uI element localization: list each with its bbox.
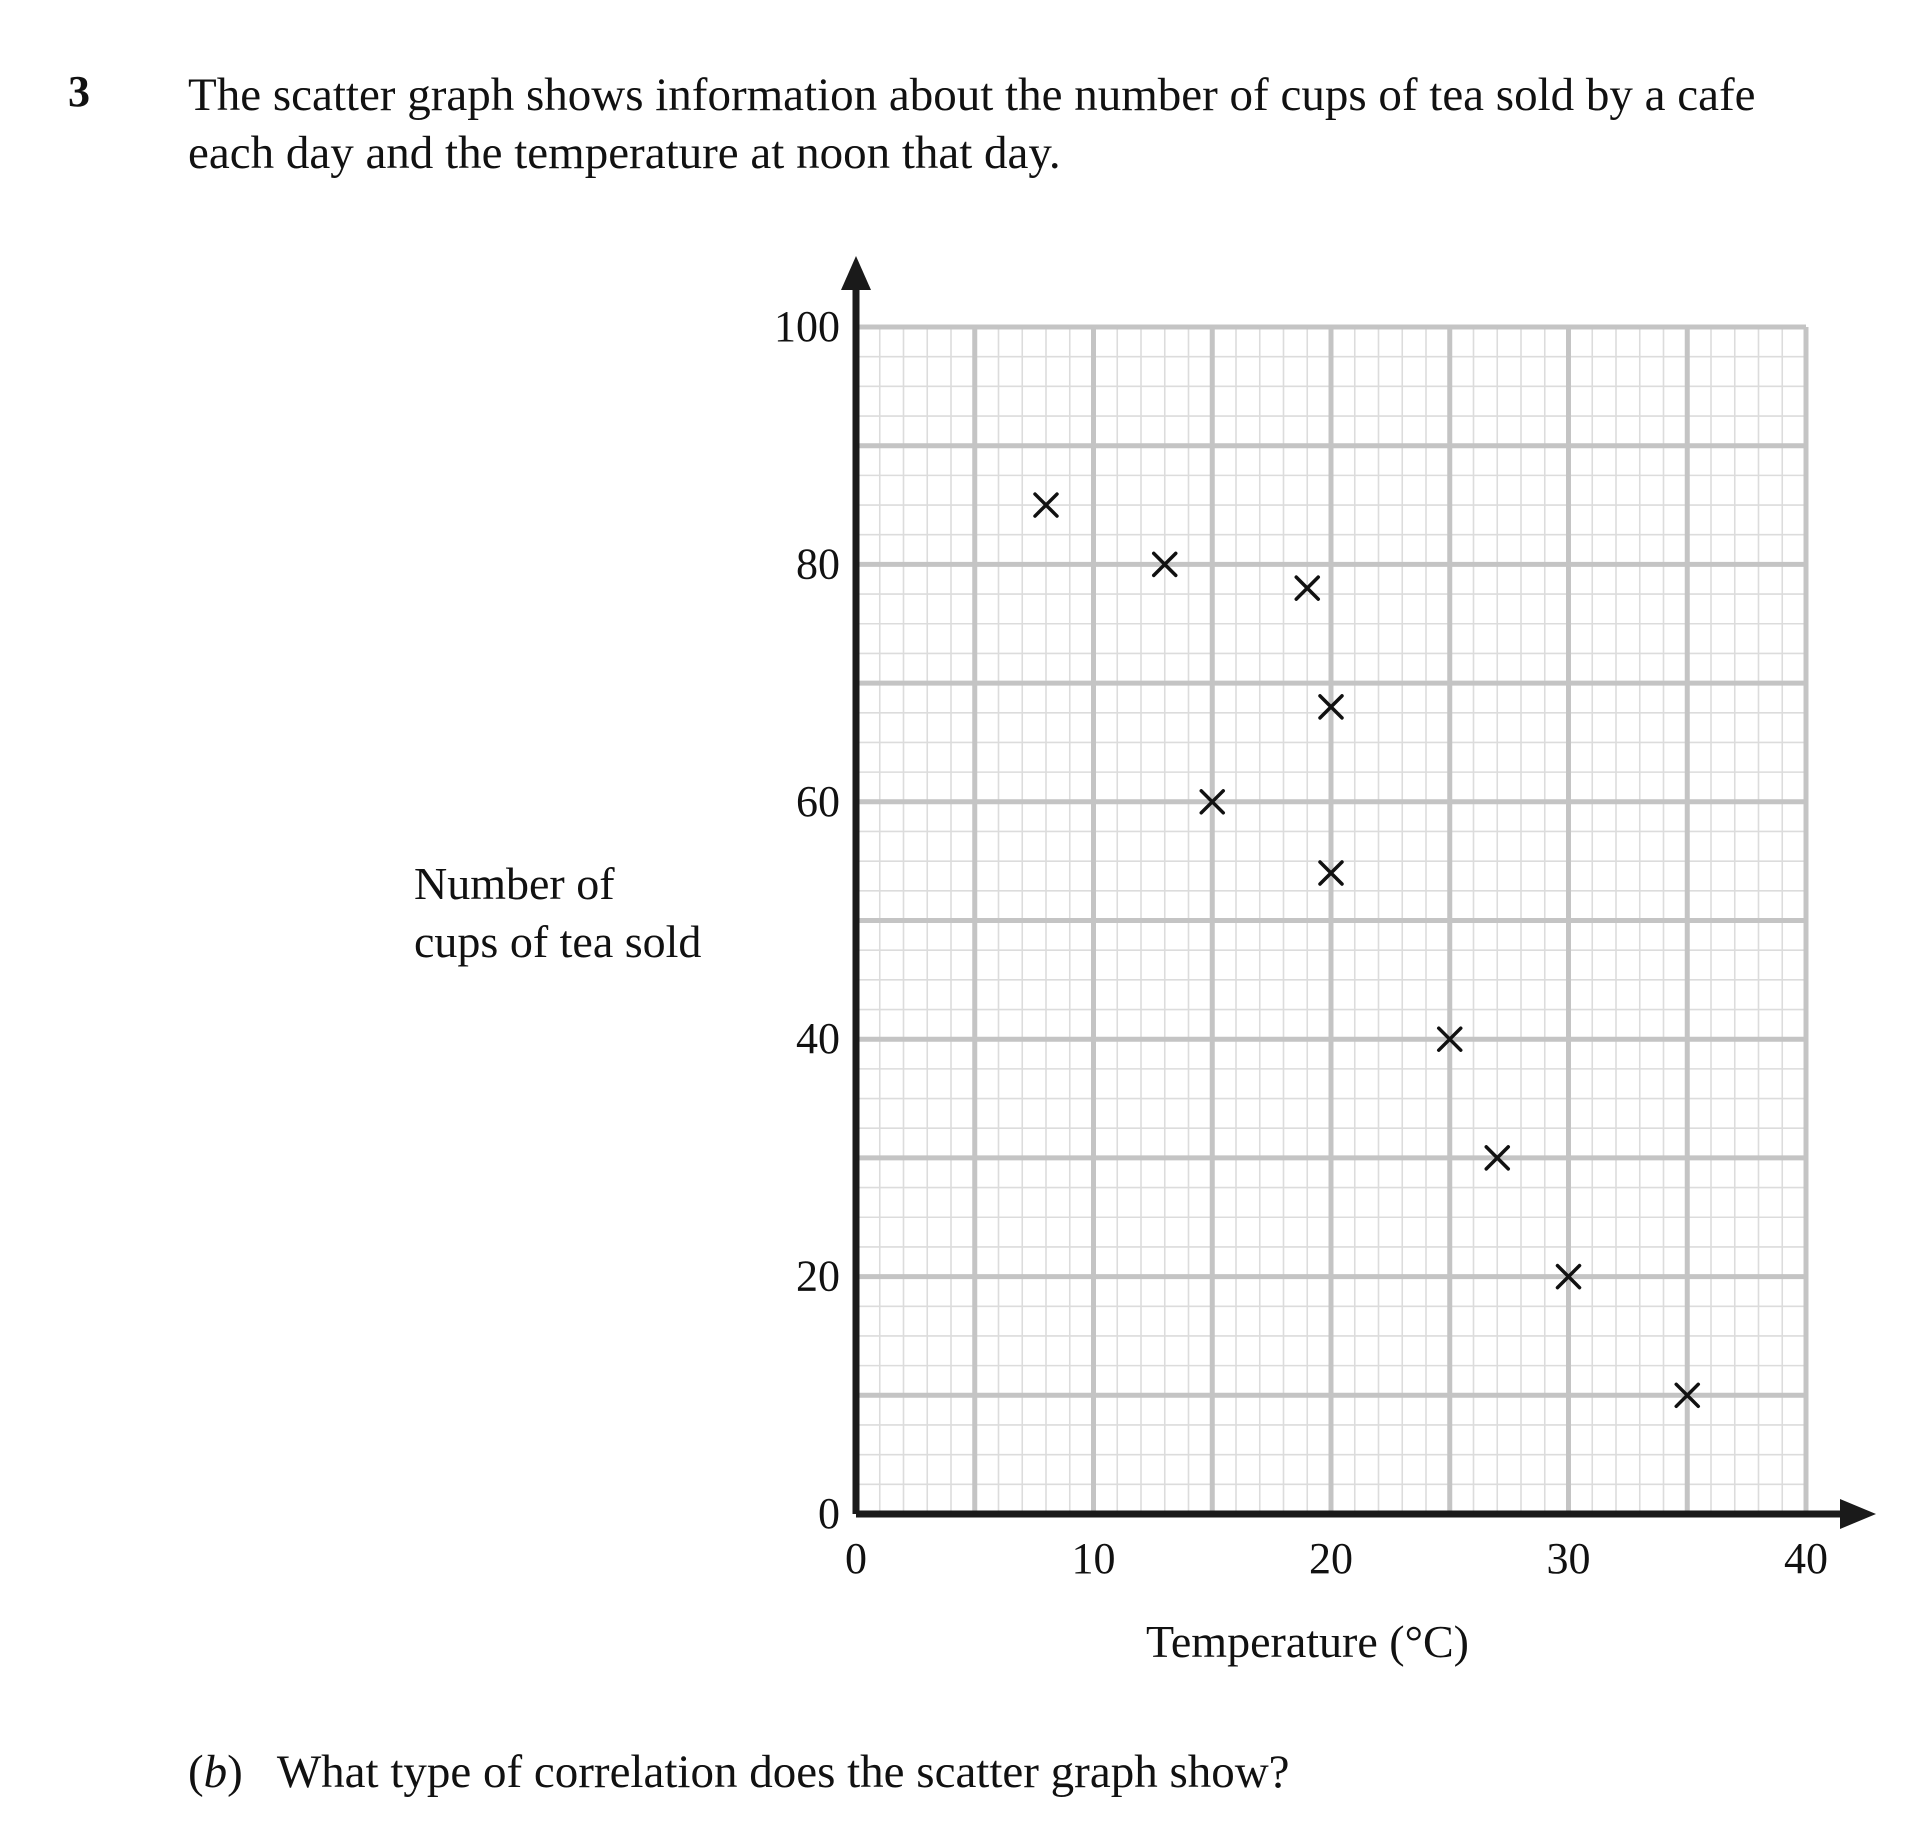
question-text-line-1: The scatter graph shows information about the number of cups of tea sold by a cafe: [188, 69, 1756, 121]
x-tick-label: 30: [1546, 1534, 1591, 1583]
y-tick-label: 20: [796, 1251, 840, 1301]
part-b-close-paren: ): [227, 1746, 243, 1798]
y-tick-label: 80: [796, 539, 840, 589]
x-tick-label: 20: [1309, 1534, 1353, 1583]
part-b-label: [188, 1746, 243, 1798]
x-tick-label: 40: [1784, 1534, 1828, 1583]
y-tick-label: 60: [796, 776, 840, 826]
part-b-open-paren: (: [188, 1746, 204, 1798]
question-text-line-2: each day and the temperature at noon that day.: [188, 127, 1061, 179]
x-axis-arrow: [1840, 1499, 1876, 1529]
y-tick-label: 0: [818, 1489, 840, 1538]
y-tick-label: 100: [774, 302, 840, 351]
y-axis-label-line-2: cups of tea sold: [414, 916, 702, 967]
part-b-letter: b: [203, 1746, 228, 1798]
x-axis-label: Temperature (°C): [1146, 1616, 1469, 1667]
x-tick-label: 0: [845, 1534, 867, 1583]
tick-labels: [774, 302, 1828, 1583]
part-b-text: What type of correlation does the scatter graph show?: [276, 1746, 1290, 1798]
y-tick-label: 40: [796, 1014, 840, 1064]
y-axis-label-line-1: Number of: [414, 858, 615, 909]
x-tick-label: 10: [1071, 1534, 1116, 1583]
y-axis-label: [414, 855, 701, 971]
part-b-question: [188, 1745, 1290, 1799]
y-axis-arrow: [841, 256, 871, 290]
question-number: 3: [68, 67, 90, 116]
